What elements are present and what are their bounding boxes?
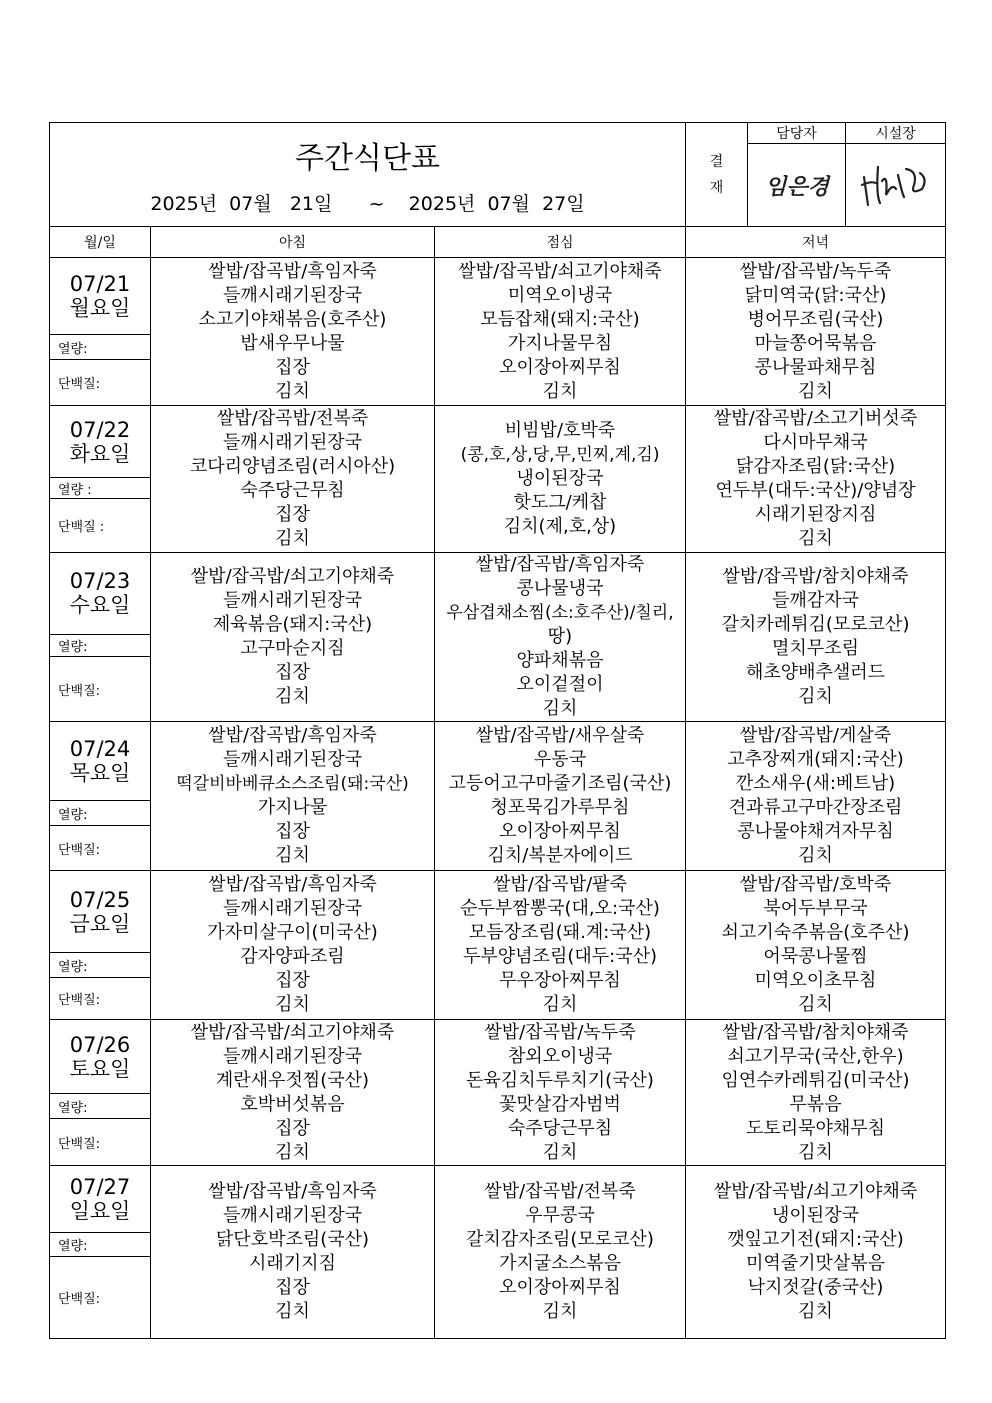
breakfast-item: 코다리양념조림(러시아산) bbox=[189, 456, 396, 477]
lunch-item: 순두부짬뽕국(대,오:국산) bbox=[460, 898, 660, 919]
dinner-item: 닭감자조림(닭:국산) bbox=[735, 456, 896, 477]
dinner-item: 쌀밥/잡곡밥/참치야채죽 bbox=[722, 1021, 909, 1043]
day-cell bbox=[50, 258, 151, 335]
breakfast-cell bbox=[151, 1020, 435, 1166]
protein-label: 단백질: bbox=[50, 1119, 151, 1166]
breakfast-item: 시래기지짐 bbox=[249, 1253, 336, 1274]
col-head-breakfast: 아침 bbox=[151, 227, 435, 258]
breakfast-item: 집장 bbox=[275, 970, 310, 991]
breakfast-item: 들깨시래기된장국 bbox=[222, 749, 363, 770]
breakfast-item: 들깨시래기된장국 bbox=[222, 898, 363, 919]
lunch-item: 콩나물냉국 bbox=[516, 578, 604, 599]
breakfast-item: 들깨시래기된장국 bbox=[222, 284, 363, 306]
weekly-menu-sheet bbox=[49, 122, 945, 1339]
day-date: 07/25 bbox=[69, 887, 131, 912]
day-weekday: 월요일 bbox=[69, 296, 131, 320]
breakfast-cell bbox=[151, 258, 435, 406]
dinner-cell bbox=[686, 406, 946, 553]
breakfast-cell bbox=[151, 871, 435, 1020]
dinner-item: 쇠고기숙주볶음(호주산) bbox=[721, 922, 910, 943]
breakfast-item: 들깨시래기된장국 bbox=[222, 1205, 363, 1226]
lunch-item: 오이장아찌무침 bbox=[499, 1277, 621, 1298]
breakfast-item: 쌀밥/잡곡밥/쇠고기야채죽 bbox=[190, 566, 395, 587]
day-cell bbox=[50, 406, 151, 478]
dinner-cell bbox=[686, 553, 946, 722]
lunch-item: 핫도그/케찹 bbox=[513, 492, 607, 513]
protein-label: 단백질: bbox=[50, 360, 151, 406]
lunch-item: 두부양념조림(대두:국산) bbox=[463, 946, 657, 967]
day-row bbox=[50, 722, 946, 801]
lunch-item: 갈치감자조림(모로코산) bbox=[466, 1229, 654, 1250]
day-row bbox=[50, 553, 946, 635]
lunch-item: 김치 bbox=[542, 994, 578, 1015]
calories-label: 열량: bbox=[50, 953, 151, 978]
lunch-item: 숙주당근무침 bbox=[507, 1117, 613, 1139]
breakfast-cell bbox=[151, 722, 435, 871]
breakfast-item: 김치 bbox=[275, 1141, 310, 1163]
breakfast-cell bbox=[151, 406, 435, 553]
lunch-item: 김치(제,호,상) bbox=[503, 516, 617, 537]
approver1-title: 담당자 bbox=[748, 123, 846, 144]
breakfast-item: 가자미살구이(미국산) bbox=[207, 922, 378, 943]
calories-label: 열량: bbox=[50, 1233, 151, 1257]
lunch-item: 우무콩국 bbox=[525, 1205, 595, 1226]
protein-label: 단백질 : bbox=[50, 499, 151, 553]
breakfast-item: 제육볶음(돼지:국산) bbox=[212, 614, 373, 635]
breakfast-item: 쌀밥/잡곡밥/흑임자죽 bbox=[208, 725, 377, 746]
dinner-item: 김치 bbox=[798, 528, 833, 549]
breakfast-item: 집장 bbox=[275, 1277, 310, 1298]
lunch-item: 땅) bbox=[547, 626, 573, 647]
date-range: 2025년 07월 21일 ~ 2025년 07월 27일 bbox=[150, 193, 585, 215]
day-cell bbox=[50, 722, 151, 801]
calories-label: 열량 : bbox=[50, 478, 151, 499]
breakfast-item: 쌀밥/잡곡밥/쇠고기야채죽 bbox=[190, 1021, 395, 1043]
approver1-signature-box bbox=[748, 144, 846, 227]
dinner-item: 낙지젓갈(중국산) bbox=[747, 1277, 884, 1298]
dinner-item: 북어두부무국 bbox=[763, 898, 868, 919]
dinner-item: 다시마무채국 bbox=[763, 432, 868, 453]
dinner-item: 냉이된장국 bbox=[772, 1205, 859, 1226]
day-date: 07/27 bbox=[69, 1175, 131, 1199]
breakfast-item: 소고기야채볶음(호주산) bbox=[198, 308, 387, 330]
lunch-item: 고등어고구마줄기조림(국산) bbox=[448, 773, 672, 794]
lunch-item: 비빔밥/호박죽 bbox=[504, 420, 616, 441]
lunch-item: 쌀밥/잡곡밥/쇠고기야채죽 bbox=[458, 260, 662, 282]
calories-label: 열량: bbox=[50, 1094, 151, 1119]
title-block bbox=[50, 123, 686, 227]
col-head-dinner: 저녁 bbox=[686, 227, 946, 258]
lunch-cell bbox=[435, 1020, 686, 1166]
menu-table bbox=[49, 122, 946, 1339]
dinner-item: 김치 bbox=[798, 845, 833, 866]
dinner-item: 어묵콩나물찜 bbox=[763, 946, 868, 967]
day-date: 07/21 bbox=[69, 272, 131, 296]
dinner-cell bbox=[686, 722, 946, 871]
breakfast-item: 쌀밥/잡곡밥/흑임자죽 bbox=[208, 1181, 377, 1202]
dinner-item: 멸치무조림 bbox=[772, 638, 859, 659]
dinner-item: 쌀밥/잡곡밥/호박죽 bbox=[739, 874, 892, 895]
day-date: 07/24 bbox=[69, 737, 131, 761]
dinner-cell bbox=[686, 1166, 946, 1339]
breakfast-item: 김치 bbox=[275, 380, 310, 402]
day-weekday: 토요일 bbox=[69, 1056, 131, 1081]
dinner-item: 무볶음 bbox=[789, 1093, 842, 1115]
lunch-item: 쌀밥/잡곡밥/전복죽 bbox=[484, 1181, 636, 1202]
breakfast-item: 김치 bbox=[275, 528, 310, 549]
calories-label: 열량: bbox=[50, 801, 151, 826]
lunch-item: 돈육김치두루치기(국산) bbox=[466, 1069, 654, 1091]
dinner-item: 해초양배추샐러드 bbox=[745, 662, 886, 683]
breakfast-item: 쌀밥/잡곡밥/전복죽 bbox=[216, 408, 369, 429]
dinner-item: 도토리묵야채무침 bbox=[745, 1117, 886, 1139]
approval-label-2: 재 bbox=[709, 179, 724, 196]
lunch-item: 쌀밥/잡곡밥/흑임자죽 bbox=[475, 554, 645, 575]
dinner-item: 김치 bbox=[798, 1301, 833, 1322]
lunch-item: 우동국 bbox=[533, 749, 587, 770]
approver2-signature-icon bbox=[856, 155, 936, 215]
dinner-cell bbox=[686, 1020, 946, 1166]
day-row bbox=[50, 1166, 946, 1233]
dinner-item: 견과류고구마간장조림 bbox=[728, 797, 903, 818]
breakfast-item: 계란새우젓찜(국산) bbox=[215, 1069, 370, 1091]
lunch-item: 모듬잡채(돼지:국산) bbox=[480, 308, 640, 330]
day-row bbox=[50, 258, 946, 335]
dinner-item: 쌀밥/잡곡밥/쇠고기야채죽 bbox=[713, 1181, 918, 1202]
day-weekday: 일요일 bbox=[69, 1199, 131, 1223]
breakfast-item: 집장 bbox=[275, 662, 310, 683]
dinner-item: 미역줄기맛살볶음 bbox=[745, 1253, 886, 1274]
lunch-item: 김치 bbox=[542, 1141, 578, 1163]
breakfast-item: 집장 bbox=[275, 1117, 310, 1139]
day-date: 07/26 bbox=[69, 1032, 131, 1057]
dinner-item: 쌀밥/잡곡밥/소고기버섯죽 bbox=[713, 408, 918, 429]
dinner-item: 깻잎고기전(돼지:국산) bbox=[727, 1229, 904, 1250]
breakfast-item: 집장 bbox=[275, 504, 310, 525]
dinner-item: 갈치카레튀김(모로코산) bbox=[721, 614, 910, 635]
dinner-item: 임연수카레튀김(미국산) bbox=[721, 1069, 910, 1091]
breakfast-item: 호박버섯볶음 bbox=[240, 1093, 345, 1115]
breakfast-item: 들깨시래기된장국 bbox=[222, 1045, 363, 1067]
lunch-item: 김치 bbox=[542, 698, 578, 719]
day-weekday: 목요일 bbox=[69, 761, 131, 785]
dinner-item: 쌀밥/잡곡밥/게살죽 bbox=[739, 725, 892, 746]
dinner-item: 닭미역국(닭:국산) bbox=[744, 284, 887, 306]
lunch-cell bbox=[435, 722, 686, 871]
day-cell bbox=[50, 553, 151, 635]
breakfast-item: 집장 bbox=[275, 356, 310, 378]
dinner-item: 김치 bbox=[798, 686, 833, 707]
lunch-item: 꽃맛살감자범벅 bbox=[499, 1093, 621, 1115]
approval-label-1: 결 bbox=[709, 153, 724, 170]
lunch-item: 냉이된장국 bbox=[516, 468, 604, 489]
breakfast-item: 김치 bbox=[275, 1301, 310, 1322]
lunch-item: 쌀밥/잡곡밥/새우살죽 bbox=[475, 725, 645, 746]
lunch-cell bbox=[435, 406, 686, 553]
page-title: 주간식단표 bbox=[295, 141, 440, 176]
dinner-item: 김치 bbox=[798, 380, 833, 402]
day-weekday: 수요일 bbox=[69, 593, 131, 618]
breakfast-item: 떡갈비바베큐소스조림(돼:국산) bbox=[176, 774, 409, 794]
protein-label: 단백질: bbox=[50, 978, 151, 1020]
approver1-signature bbox=[757, 165, 837, 205]
protein-label: 단백질: bbox=[50, 826, 151, 871]
lunch-item: 양파채볶음 bbox=[516, 650, 604, 671]
breakfast-item: 닭단호박조림(국산) bbox=[215, 1229, 370, 1250]
breakfast-item: 숙주당근무침 bbox=[240, 480, 345, 501]
dinner-item: 쌀밥/잡곡밥/참치야채죽 bbox=[722, 566, 909, 587]
lunch-item: 쌀밥/잡곡밥/녹두죽 bbox=[484, 1021, 636, 1043]
lunch-item: 우삼겹채소찜(소:호주산)/칠리, bbox=[446, 603, 674, 623]
lunch-item: 쌀밥/잡곡밥/팥죽 bbox=[493, 874, 627, 895]
lunch-cell bbox=[435, 553, 686, 722]
protein-label: 단백질: bbox=[50, 657, 151, 722]
dinner-item: 병어무조림(국산) bbox=[747, 308, 884, 330]
lunch-cell bbox=[435, 258, 686, 406]
lunch-cell bbox=[435, 1166, 686, 1339]
approver2-signature-box bbox=[846, 144, 946, 227]
lunch-item: 김치/복분자에이드 bbox=[487, 845, 633, 866]
protein-label: 단백질: bbox=[50, 1257, 151, 1339]
breakfast-item: 들깨시래기된장국 bbox=[222, 590, 363, 611]
breakfast-item: 집장 bbox=[275, 821, 310, 842]
lunch-item: 가지굴소스볶음 bbox=[499, 1253, 621, 1274]
lunch-item: 모듬장조림(돼.계:국산) bbox=[468, 922, 652, 943]
dinner-item: 시래기된장지짐 bbox=[754, 504, 877, 525]
dinner-item: 마늘쫑어묵볶음 bbox=[754, 332, 877, 354]
day-cell bbox=[50, 1020, 151, 1094]
breakfast-item: 감자양파조림 bbox=[240, 946, 345, 967]
lunch-item: 미역오이냉국 bbox=[507, 284, 613, 306]
breakfast-item: 밥새우무나물 bbox=[240, 332, 345, 354]
approval-label bbox=[686, 123, 748, 227]
breakfast-cell bbox=[151, 1166, 435, 1339]
lunch-item: 김치 bbox=[542, 380, 578, 402]
dinner-item: 깐소새우(새:베트남) bbox=[735, 773, 896, 794]
approver2-title: 시설장 bbox=[846, 123, 946, 144]
dinner-item: 미역오이초무침 bbox=[754, 970, 877, 991]
lunch-item: 김치 bbox=[542, 1301, 578, 1322]
day-cell bbox=[50, 1166, 151, 1233]
dinner-item: 콩나물파채무침 bbox=[754, 356, 877, 378]
svg-text:임은경: 임은경 bbox=[764, 175, 829, 200]
lunch-item: 청포묵김가루무침 bbox=[490, 797, 630, 818]
day-weekday: 화요일 bbox=[69, 441, 131, 466]
breakfast-item: 김치 bbox=[275, 845, 310, 866]
breakfast-item: 들깨시래기된장국 bbox=[222, 432, 363, 453]
day-date: 07/22 bbox=[69, 417, 131, 442]
dinner-cell bbox=[686, 871, 946, 1020]
day-weekday: 금요일 bbox=[69, 911, 131, 936]
dinner-item: 연두부(대두:국산)/양념장 bbox=[715, 480, 916, 501]
day-cell bbox=[50, 871, 151, 953]
day-row bbox=[50, 871, 946, 953]
breakfast-item: 쌀밥/잡곡밥/흑임자죽 bbox=[208, 260, 377, 282]
dinner-item: 들깨감자국 bbox=[772, 590, 859, 611]
calories-label: 열량: bbox=[50, 634, 151, 656]
day-row bbox=[50, 406, 946, 478]
dinner-item: 고추장찌개(돼지:국산) bbox=[727, 749, 904, 770]
col-head-day: 월/일 bbox=[50, 227, 151, 258]
dinner-item: 쇠고기무국(국산,한우) bbox=[727, 1045, 904, 1067]
breakfast-item: 쌀밥/잡곡밥/흑임자죽 bbox=[208, 874, 377, 895]
dinner-item: 콩나물야채겨자무침 bbox=[737, 821, 894, 842]
day-date: 07/23 bbox=[69, 569, 131, 594]
lunch-item: 오이장아찌무침 bbox=[499, 356, 621, 378]
lunch-item: 오이겉절이 bbox=[516, 674, 604, 695]
lunch-item: 가지나물무침 bbox=[507, 332, 613, 354]
breakfast-item: 고구마순지짐 bbox=[240, 638, 345, 659]
col-head-lunch: 점심 bbox=[435, 227, 686, 258]
lunch-item: 참외오이냉국 bbox=[507, 1045, 613, 1067]
breakfast-item: 가지나물 bbox=[257, 797, 328, 818]
lunch-item: 무우장아찌무침 bbox=[499, 970, 621, 991]
lunch-item: (콩,호,상,당,무,민찌,계,김) bbox=[460, 445, 660, 465]
day-row bbox=[50, 1020, 946, 1094]
breakfast-item: 김치 bbox=[275, 686, 310, 707]
dinner-item: 김치 bbox=[798, 994, 833, 1015]
dinner-cell bbox=[686, 258, 946, 406]
dinner-item: 쌀밥/잡곡밥/녹두죽 bbox=[739, 260, 892, 282]
lunch-cell bbox=[435, 871, 686, 1020]
dinner-item: 김치 bbox=[798, 1141, 833, 1163]
breakfast-cell bbox=[151, 553, 435, 722]
breakfast-item: 김치 bbox=[275, 994, 310, 1015]
lunch-item: 오이장아찌무침 bbox=[499, 821, 621, 842]
calories-label: 열량: bbox=[50, 335, 151, 360]
